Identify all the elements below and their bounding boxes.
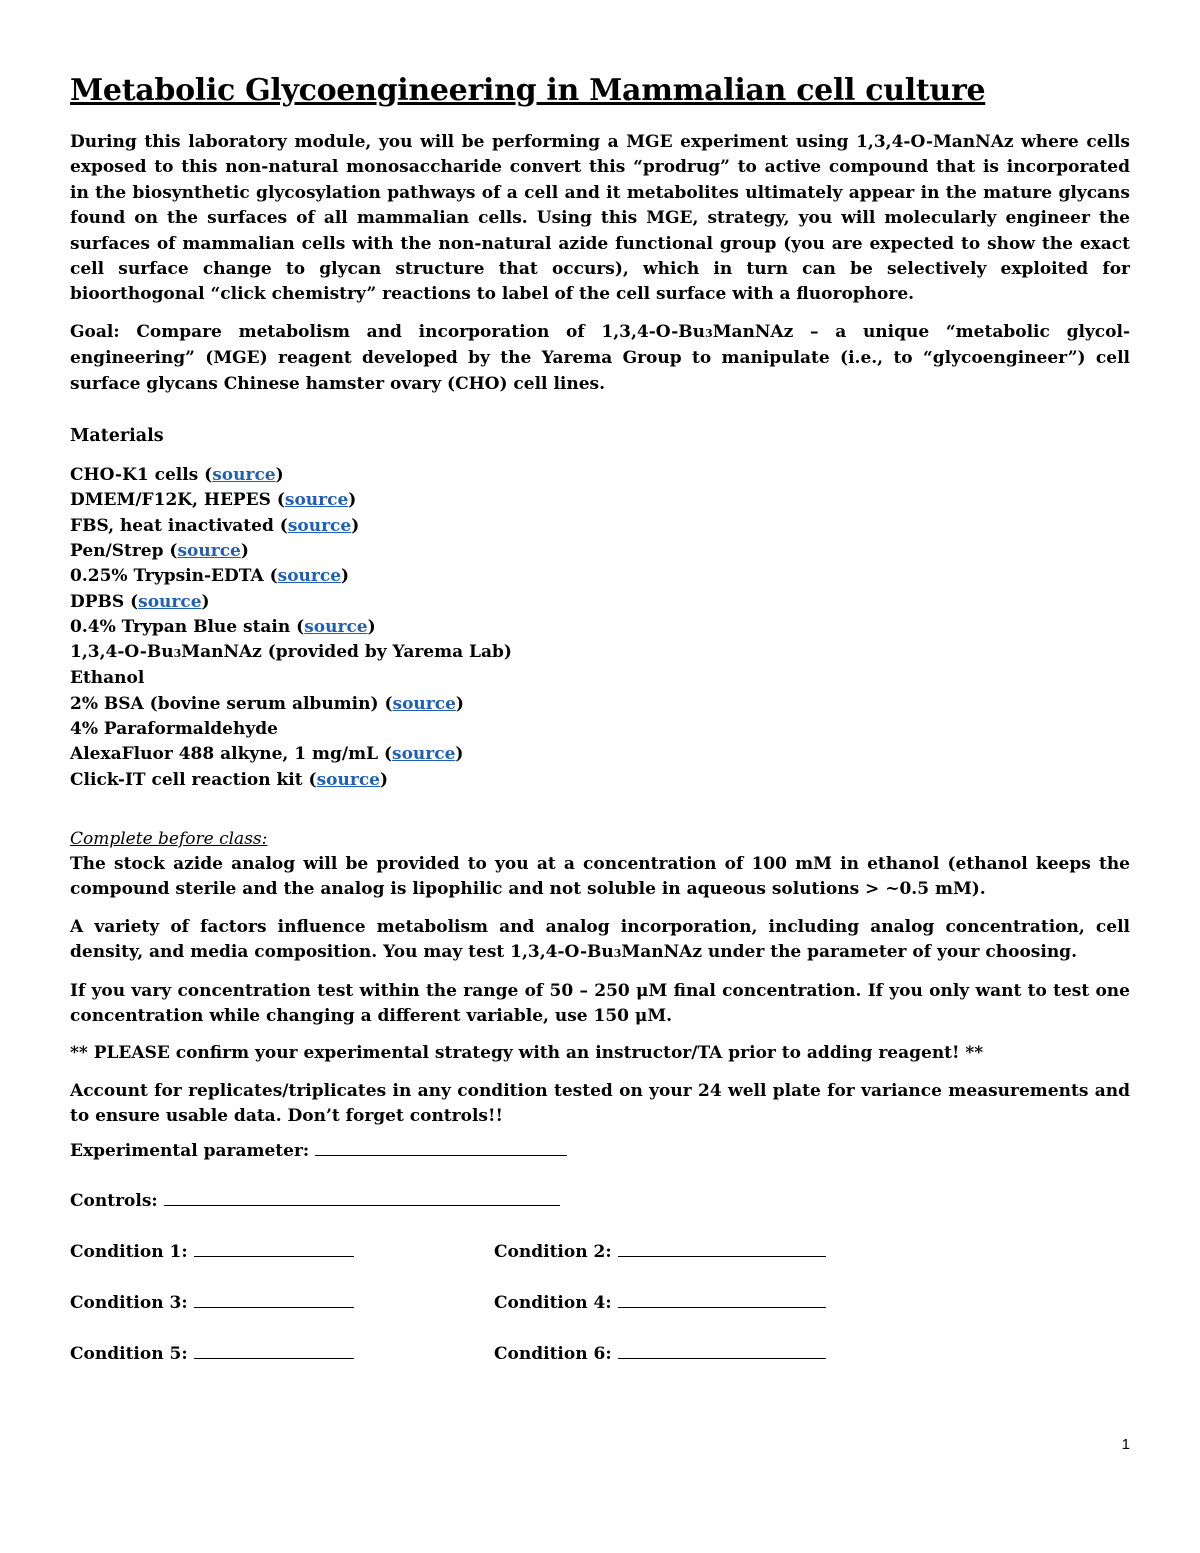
source-link[interactable]: source bbox=[138, 591, 202, 612]
material-item bbox=[70, 640, 1130, 666]
controls-label: Controls: bbox=[70, 1191, 158, 1211]
condition-5-row bbox=[70, 1344, 354, 1364]
condition-2-blank[interactable] bbox=[618, 1255, 826, 1257]
before-class-paragraph-2 bbox=[70, 915, 1130, 967]
material-text: Ethanol bbox=[70, 668, 145, 689]
material-item bbox=[70, 463, 1130, 488]
condition-6-blank[interactable] bbox=[618, 1357, 826, 1359]
source-link[interactable]: source bbox=[392, 693, 456, 714]
condition-6-label: Condition 6: bbox=[494, 1344, 612, 1364]
material-close-paren: ) bbox=[348, 490, 357, 511]
material-close-paren: ) bbox=[455, 744, 464, 765]
material-item bbox=[70, 564, 1130, 589]
before-class-paragraph-3: If you vary concentration test within the range of 50 – 250 μM final concentration. If you only want to test one concentration while changing a different variable, use 150 μM. bbox=[70, 980, 1130, 1026]
page-number: 1 bbox=[1121, 1436, 1130, 1453]
material-item bbox=[70, 615, 1130, 640]
material-close-paren: ) bbox=[201, 591, 210, 612]
material-text: 2% BSA (bovine serum albumin) ( bbox=[70, 693, 393, 714]
condition-1-row bbox=[70, 1242, 354, 1262]
material-close-paren: ) bbox=[380, 769, 389, 790]
condition-4-row bbox=[494, 1293, 826, 1313]
material-item bbox=[70, 692, 1130, 717]
material-item bbox=[70, 768, 1130, 793]
goal-text-after: ManNAz – a unique “metabolic glycol-engineering” (MGE) reagent developed by the Yarema Group to manipulate (i.e., to “glycoengineer”) cell surface glycans Chinese hamster ovary (CHO) cell lines. bbox=[70, 321, 1130, 394]
material-text: 1,3,4-O-Bu bbox=[70, 642, 174, 663]
controls-blank[interactable] bbox=[164, 1204, 560, 1206]
condition-2-row bbox=[494, 1242, 826, 1262]
goal-label: Goal: bbox=[70, 321, 120, 342]
p2-text-after: ManNAz under the parameter of your choosing. bbox=[621, 942, 1077, 963]
material-close-paren: ) bbox=[455, 693, 464, 714]
material-item bbox=[70, 539, 1130, 564]
replicates-note: Account for replicates/triplicates in any condition tested on your 24 well plate for variance measurements and to ensure usable data. Don’t forget controls!! bbox=[70, 1080, 1130, 1127]
source-link[interactable]: source bbox=[392, 744, 456, 765]
material-item bbox=[70, 514, 1130, 539]
goal-text-before: Compare metabolism and incorporation of 1,3,4-O-Bu bbox=[119, 321, 706, 342]
material-text: DPBS ( bbox=[70, 591, 139, 612]
material-close-paren: ) bbox=[341, 566, 350, 587]
condition-4-label: Condition 4: bbox=[494, 1293, 612, 1313]
material-text: CHO-K1 cells ( bbox=[70, 465, 213, 486]
source-link[interactable]: source bbox=[316, 769, 380, 790]
condition-3-label: Condition 3: bbox=[70, 1293, 188, 1313]
material-text: 0.4% Trypan Blue stain ( bbox=[70, 616, 305, 637]
material-text: FBS, heat inactivated ( bbox=[70, 515, 288, 536]
material-item bbox=[70, 717, 1130, 742]
confirm-strategy-note: ** PLEASE confirm your experimental strategy with an instructor/TA prior to adding reagent! ** bbox=[70, 1043, 984, 1064]
controls-row bbox=[70, 1191, 560, 1211]
source-link[interactable]: source bbox=[284, 490, 349, 511]
p2-text-before: A variety of factors influence metabolism and analog incorporation, including analog concentration, cell density, and media composition. You may test 1,3,4-O-Bu bbox=[70, 916, 1130, 963]
material-close-paren: ) bbox=[367, 616, 376, 637]
condition-6-row bbox=[494, 1344, 826, 1364]
p2-subscript: 3 bbox=[613, 947, 622, 961]
material-item bbox=[70, 590, 1130, 615]
material-item bbox=[70, 742, 1130, 767]
before-class-heading: Complete before class: bbox=[70, 828, 268, 849]
materials-list bbox=[70, 463, 1130, 793]
condition-5-blank[interactable] bbox=[194, 1357, 354, 1359]
material-close-paren: ) bbox=[351, 515, 360, 536]
materials-heading: Materials bbox=[70, 426, 164, 447]
condition-1-blank[interactable] bbox=[194, 1255, 354, 1257]
document-title: Metabolic Glycoengineering in Mammalian cell culture bbox=[70, 73, 986, 108]
material-close-paren: ) bbox=[240, 540, 249, 561]
material-text: AlexaFluor 488 alkyne, 1 mg/mL ( bbox=[70, 744, 392, 765]
material-text: Click-IT cell reaction kit ( bbox=[70, 769, 317, 790]
material-text: Pen/Strep ( bbox=[70, 540, 178, 561]
condition-1-label: Condition 1: bbox=[70, 1242, 188, 1262]
goal-subscript: 3 bbox=[705, 326, 713, 340]
condition-3-row bbox=[70, 1293, 354, 1313]
goal-paragraph bbox=[70, 320, 1130, 397]
source-link[interactable]: source bbox=[212, 465, 276, 486]
condition-3-blank[interactable] bbox=[194, 1306, 354, 1308]
source-link[interactable]: source bbox=[177, 540, 241, 561]
intro-paragraph: During this laboratory module, you will be performing a MGE experiment using 1,3,4-O-ManNAz where cells exposed to this non-natural monosaccharide convert this “prodrug” to active compound that is incorporated in the biosynthetic glycosylation pathways of a cell and it metabolites ultimately appear in the mature glycans found on the surfaces of all mammalian cells. Using this MGE, strategy, you will molecularly engineer the surfaces of mammalian cells with the non-natural azide functional group (you are expected to show the exact cell surface change to glycan structure that occurs), which in turn can be selectively exploited for bioorthogonal “click chemistry” reactions to label of the cell surface with a fluorophore. bbox=[70, 132, 1130, 305]
material-item bbox=[70, 666, 1130, 691]
condition-5-label: Condition 5: bbox=[70, 1344, 188, 1364]
material-text: 4% Paraformaldehyde bbox=[70, 719, 278, 740]
experimental-parameter-blank[interactable] bbox=[315, 1154, 567, 1156]
material-item bbox=[70, 488, 1130, 513]
condition-4-blank[interactable] bbox=[618, 1306, 826, 1308]
document-page bbox=[70, 72, 1130, 1142]
source-link[interactable]: source bbox=[277, 566, 342, 587]
material-text: 0.25% Trypsin-EDTA ( bbox=[70, 566, 278, 587]
experimental-parameter-row bbox=[70, 1141, 567, 1161]
experimental-parameter-label: Experimental parameter: bbox=[70, 1141, 310, 1161]
material-subscript: 3 bbox=[173, 647, 182, 661]
source-link[interactable]: source bbox=[304, 616, 368, 637]
material-text-after: ManNAz (provided by Yarema Lab) bbox=[181, 642, 512, 663]
material-text: DMEM/F12K, HEPES ( bbox=[70, 490, 285, 511]
material-close-paren: ) bbox=[275, 465, 284, 486]
before-class-paragraph-1: The stock azide analog will be provided to you at a concentration of 100 mM in ethanol (ethanol keeps the compound sterile and the analog is lipophilic and not soluble in aqueous solutions > ~0.5 mM). bbox=[70, 853, 1130, 900]
condition-2-label: Condition 2: bbox=[494, 1242, 612, 1262]
source-link[interactable]: source bbox=[287, 515, 352, 536]
